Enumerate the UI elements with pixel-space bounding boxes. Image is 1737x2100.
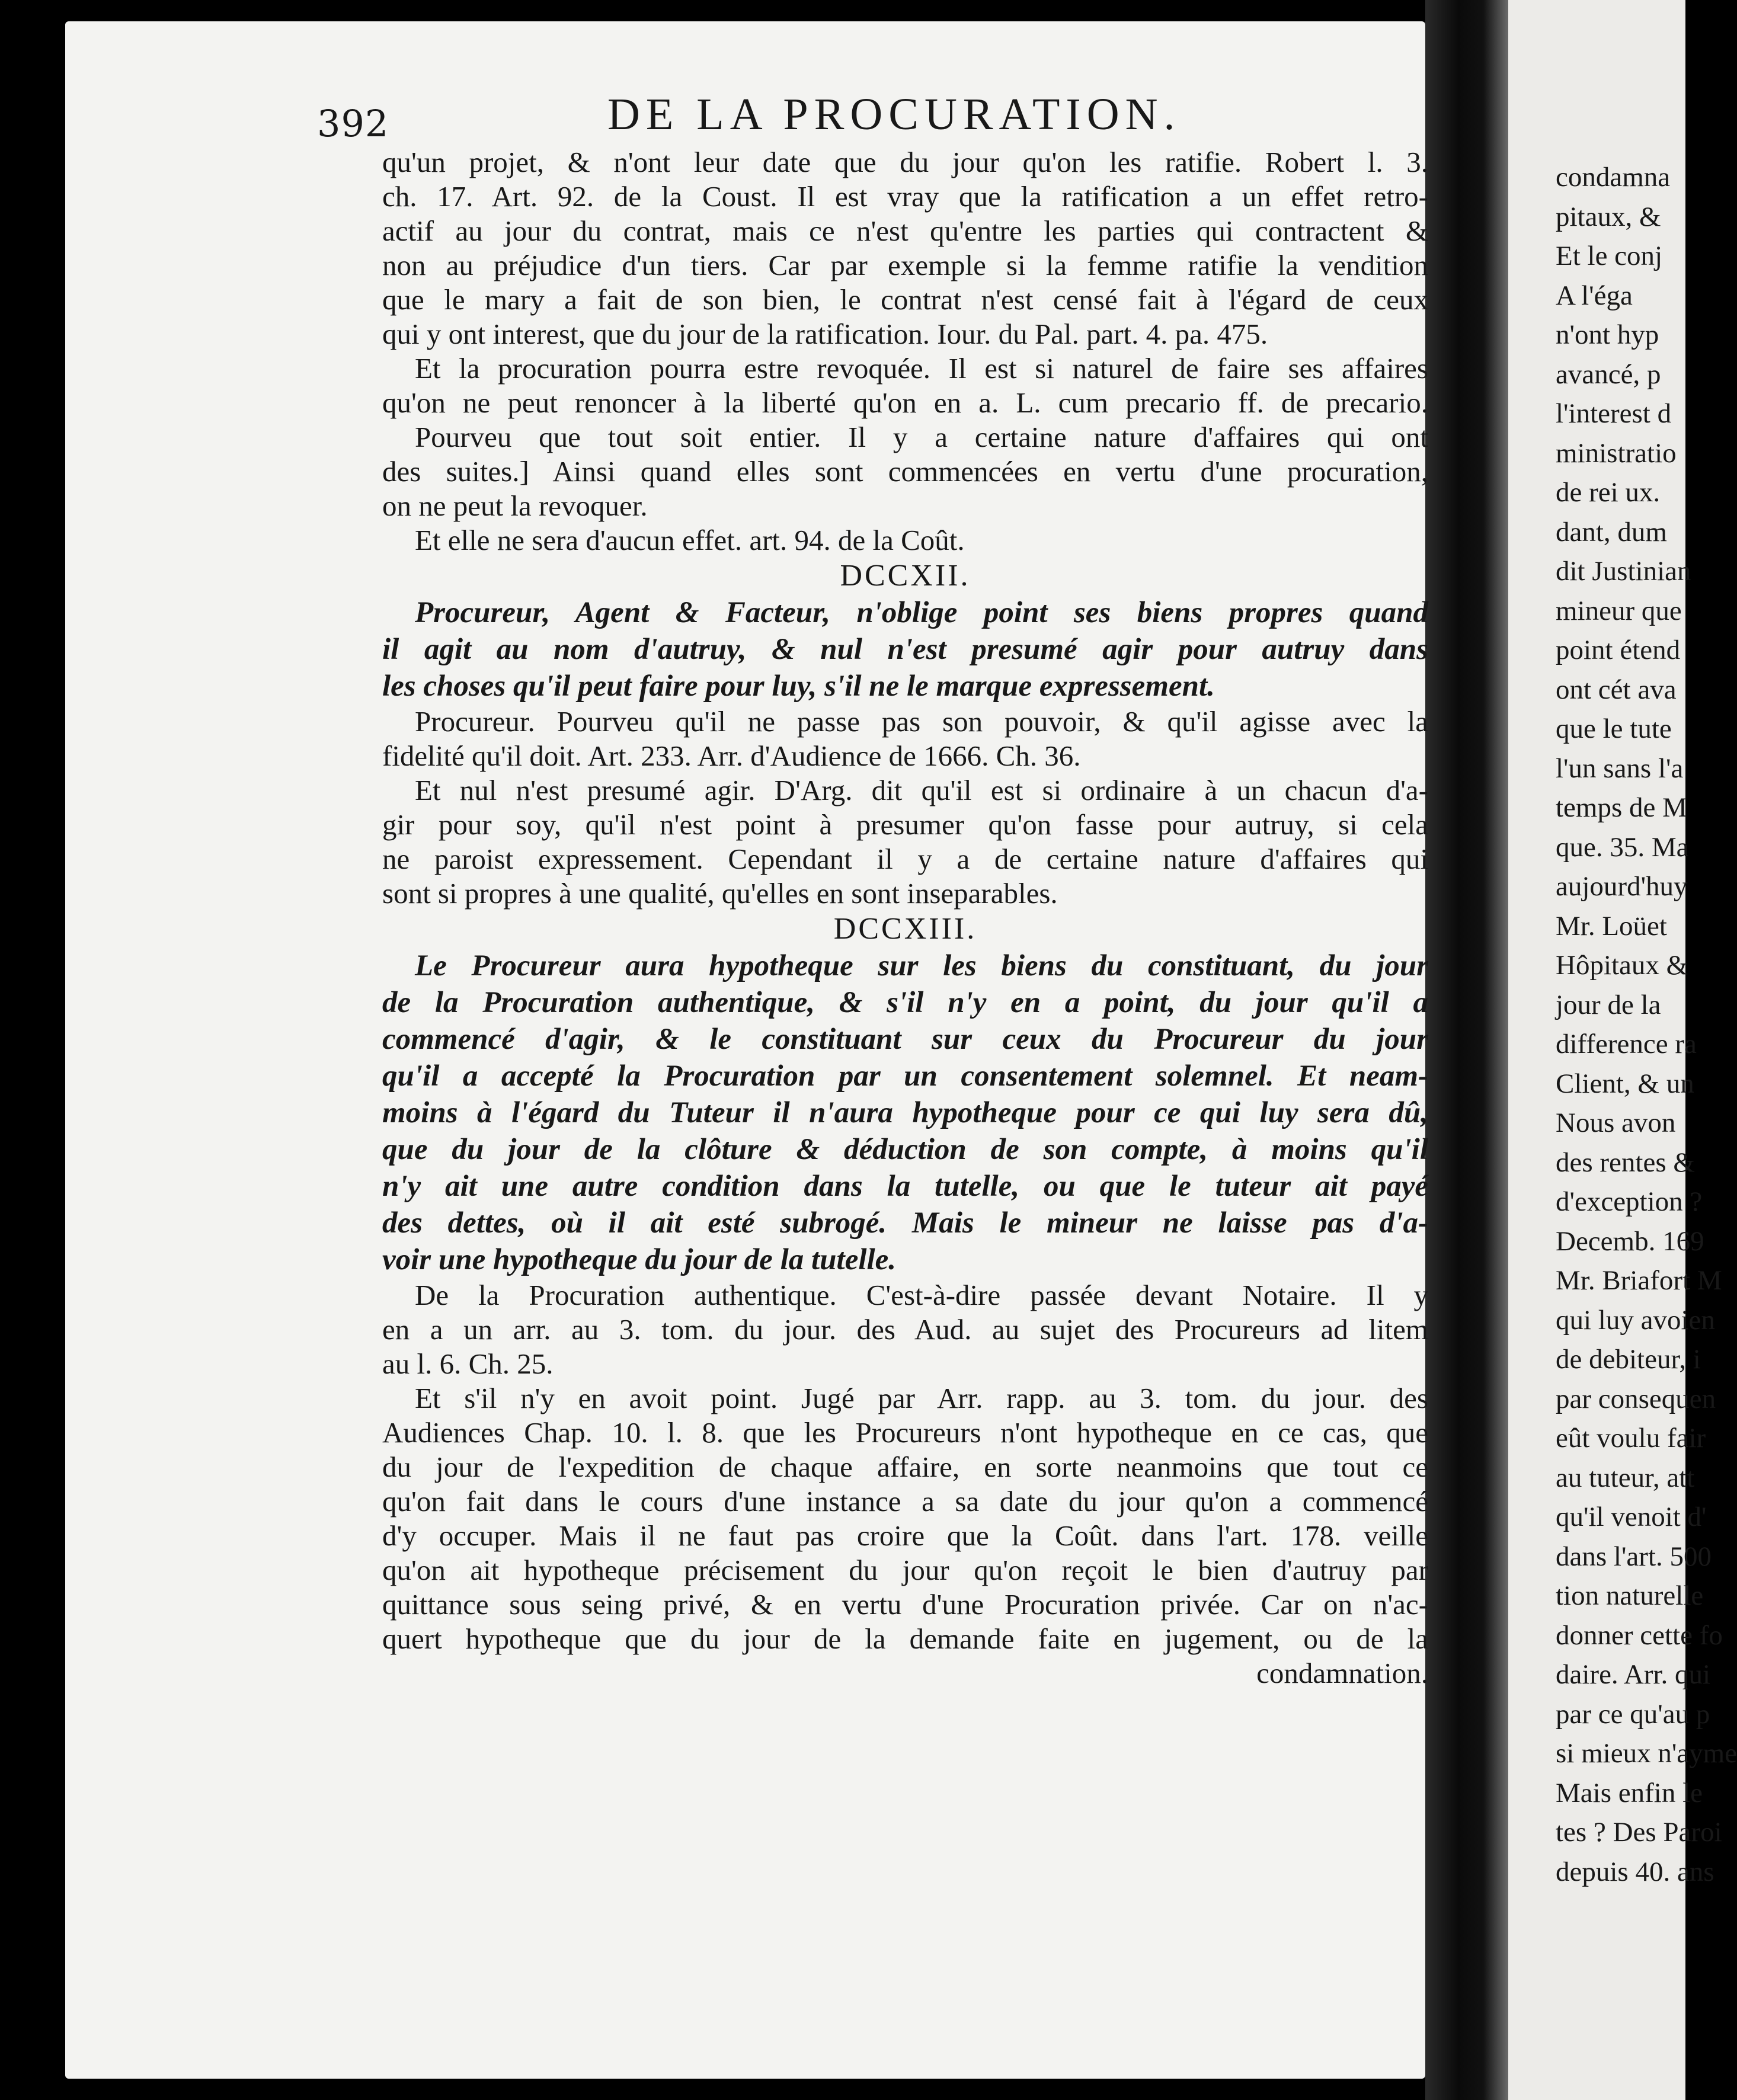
right-text-line: daire. Arr. qui bbox=[1556, 1659, 1711, 1690]
text-line: Et la procuration pourra estre revoquée. Il est si naturel de faire ses affaires bbox=[415, 352, 1428, 385]
right-text-line: l'interest d bbox=[1556, 398, 1672, 429]
right-text-line: qui luy avoien bbox=[1556, 1304, 1715, 1336]
right-text-line: que le tute bbox=[1556, 713, 1672, 744]
right-text-line: Nous avon bbox=[1556, 1107, 1676, 1138]
text-line: qu'on ne peut renoncer à la liberté qu'on en a. L. cum precario ff. de precario. bbox=[382, 386, 1428, 419]
text-line: gir pour soy, qu'il n'est point à presumer qu'on fasse pour autruy, si cela bbox=[382, 808, 1428, 841]
right-text-line: tion naturelle bbox=[1556, 1580, 1704, 1611]
right-text-line: A l'éga bbox=[1556, 280, 1633, 311]
text-line: les choses qu'il peut faire pour luy, s'il ne le marque expressement. bbox=[382, 670, 1215, 703]
text-line: commencé d'agir, & le constituant sur ceux du Procureur du jour bbox=[382, 1023, 1428, 1056]
right-text-line: eût voulu fair bbox=[1556, 1423, 1706, 1454]
text-line: quittance sous seing privé, & en vertu d'une Procuration privée. Car on n'ac- bbox=[382, 1588, 1428, 1621]
text-line: qu'on ait hypotheque précisement du jour qu'on reçoit le bien d'autruy par bbox=[382, 1554, 1428, 1586]
right-page bbox=[1508, 0, 1737, 2100]
right-text-line: dit Justinian bbox=[1556, 556, 1691, 587]
right-text-line: tes ? Des Paroi bbox=[1556, 1817, 1722, 1848]
text-line: des dettes, où il ait esté subrogé. Mais le mineur ne laisse pas d'a- bbox=[382, 1206, 1428, 1240]
text-line: condamnation. bbox=[1256, 1657, 1428, 1689]
text-line: Procureur. Pourveu qu'il ne passe pas son pouvoir, & qu'il agisse avec la bbox=[415, 705, 1428, 738]
text-line: il agit au nom d'autruy, & nul n'est presumé agir pour autruy dans bbox=[382, 633, 1428, 666]
right-text-line: aujourd'huy bbox=[1556, 871, 1688, 902]
text-line: De la Procuration authentique. C'est-à-dire passée devant Notaire. Il y bbox=[415, 1279, 1428, 1311]
right-text-line: jour de la bbox=[1556, 989, 1661, 1020]
right-text-line: par ce qu'au p bbox=[1556, 1698, 1710, 1730]
text-line: que le mary a fait de son bien, le contrat n'est censé fait à l'égard de ceux bbox=[382, 283, 1428, 316]
text-line: on ne peut la revoquer. bbox=[382, 489, 648, 522]
text-line: n'y ait une autre condition dans la tutelle, ou que le tuteur ait payé bbox=[382, 1170, 1428, 1203]
right-text-line: ont cét ava bbox=[1556, 674, 1677, 705]
text-line: quert hypotheque que du jour de la demande faite en jugement, ou de la bbox=[382, 1622, 1428, 1655]
right-text-line: dant, dum bbox=[1556, 516, 1667, 548]
text-line: Pourveu que tout soit entier. Il y a certaine nature d'affaires qui ont bbox=[415, 421, 1428, 453]
right-text-line: d'exception ? bbox=[1556, 1186, 1703, 1217]
text-line: ne paroist expressement. Cependant il y a de certaine nature d'affaires qui bbox=[382, 843, 1428, 875]
text-line: ch. 17. Art. 92. de la Coust. Il est vray que la ratification a un effet retro- bbox=[382, 180, 1428, 213]
text-line: du jour de l'expedition de chaque affaire, en sorte neanmoins que tout ce bbox=[382, 1451, 1428, 1483]
right-text-line: Mais enfin le bbox=[1556, 1777, 1703, 1808]
right-text-line: pitaux, & bbox=[1556, 201, 1661, 232]
right-text-line: depuis 40. ans bbox=[1556, 1856, 1714, 1887]
right-text-line: condamna bbox=[1556, 162, 1671, 193]
page-header bbox=[317, 77, 1431, 148]
text-line: sont si propres à une qualité, qu'elles en sont inseparables. bbox=[382, 877, 1058, 910]
text-line: Et nul n'est presumé agir. D'Arg. dit qu'il est si ordinaire à un chacun d'a- bbox=[415, 774, 1428, 806]
page-number: 392 bbox=[317, 102, 389, 145]
text-line: que du jour de la clôture & déduction de son compte, à moins qu'il bbox=[382, 1133, 1428, 1166]
right-text-line: que. 35. Ma bbox=[1556, 831, 1689, 863]
text-line: fidelité qu'il doit. Art. 233. Arr. d'Audience de 1666. Ch. 36. bbox=[382, 740, 1081, 772]
text-line: des suites.] Ainsi quand elles sont commencées en vertu d'une procuration, bbox=[382, 455, 1428, 488]
text-line: qu'on fait dans le cours d'une instance a sa date du jour qu'on a commencé bbox=[382, 1485, 1428, 1518]
text-line: Et elle ne sera d'aucun effet. art. 94. de la Coût. bbox=[415, 524, 965, 556]
text-line: en a un arr. au 3. tom. du jour. des Aud. au sujet des Procureurs ad litem bbox=[382, 1313, 1428, 1346]
text-line: Le Procureur aura hypotheque sur les biens du constituant, du jour bbox=[415, 949, 1428, 982]
right-text-line: Et le conj bbox=[1556, 241, 1663, 271]
right-text-line: de debiteur, i bbox=[1556, 1344, 1701, 1375]
right-text-line: n'ont hyp bbox=[1556, 319, 1659, 350]
text-line: qu'un projet, & n'ont leur date que du jour qu'on les ratifie. Robert l. 3. bbox=[382, 146, 1428, 178]
right-text-line: donner cette fo bbox=[1556, 1619, 1723, 1651]
text-line: Procureur, Agent & Facteur, n'oblige point ses biens propres quand bbox=[415, 596, 1428, 629]
right-text-line: dans l'art. 500 bbox=[1556, 1541, 1712, 1572]
text-line: au l. 6. Ch. 25. bbox=[382, 1347, 554, 1380]
right-text-line: au tuteur, att bbox=[1556, 1462, 1695, 1493]
right-text-line: point étend bbox=[1556, 635, 1681, 665]
right-text-line: Client, & un bbox=[1556, 1068, 1694, 1099]
text-line: de la Procuration authentique, & s'il n'y en a point, du jour qu'il a bbox=[382, 986, 1428, 1019]
right-text-line: Mr. Briafort M bbox=[1556, 1265, 1722, 1296]
right-text-line: avancé, p bbox=[1556, 358, 1661, 390]
text-line: d'y occuper. Mais il ne faut pas croire que la Coût. dans l'art. 178. veille bbox=[382, 1519, 1428, 1552]
right-text-line: mineur que bbox=[1556, 595, 1682, 626]
right-text-line: Mr. Loüet bbox=[1556, 910, 1667, 942]
text-line: DCCXII. bbox=[840, 559, 971, 593]
right-text-line: Hôpitaux & bbox=[1556, 950, 1688, 981]
body-text bbox=[382, 145, 1428, 1691]
text-line: voir une hypotheque du jour de la tutelle. bbox=[382, 1243, 897, 1276]
text-line: qu'il a accepté la Procuration par un consentement solemnel. Et neam- bbox=[382, 1059, 1428, 1093]
right-text-line: des rentes & bbox=[1556, 1147, 1695, 1178]
right-text-line: temps de M bbox=[1556, 792, 1687, 823]
text-line: moins à l'égard du Tuteur il n'aura hypotheque pour ce qui luy sera dû, bbox=[382, 1096, 1428, 1129]
right-text-line: de rei ux. bbox=[1556, 477, 1661, 508]
text-line: Audiences Chap. 10. l. 8. que les Procureurs n'ont hypotheque en ce cas, que bbox=[382, 1416, 1428, 1449]
right-text-line: l'un sans l'a bbox=[1556, 753, 1684, 784]
text-line: qui y ont interest, que du jour de la ratification. Iour. du Pal. part. 4. pa. 475. bbox=[382, 318, 1268, 350]
text-line: non au préjudice d'un tiers. Car par exemple si la femme ratifie la vendition bbox=[382, 249, 1428, 281]
right-text-line: qu'il venoit d' bbox=[1556, 1502, 1707, 1532]
right-text-line: ministratio bbox=[1556, 437, 1677, 469]
right-text-line: difference ra bbox=[1556, 1029, 1697, 1059]
right-text-line: si mieux n'ayme bbox=[1556, 1738, 1737, 1769]
running-title: DE LA PROCURATION. bbox=[607, 89, 1181, 139]
text-line: Et s'il n'y en avoit point. Jugé par Arr. rapp. au 3. tom. du jour. des bbox=[415, 1382, 1428, 1414]
right-text-line: Decemb. 169 bbox=[1556, 1225, 1704, 1257]
right-text-line: par consequen bbox=[1556, 1383, 1716, 1414]
text-line: DCCXIII. bbox=[833, 912, 977, 946]
text-line: actif au jour du contrat, mais ce n'est qu'entre les parties qui contractent & bbox=[382, 215, 1428, 247]
book-gutter bbox=[1425, 0, 1508, 2100]
